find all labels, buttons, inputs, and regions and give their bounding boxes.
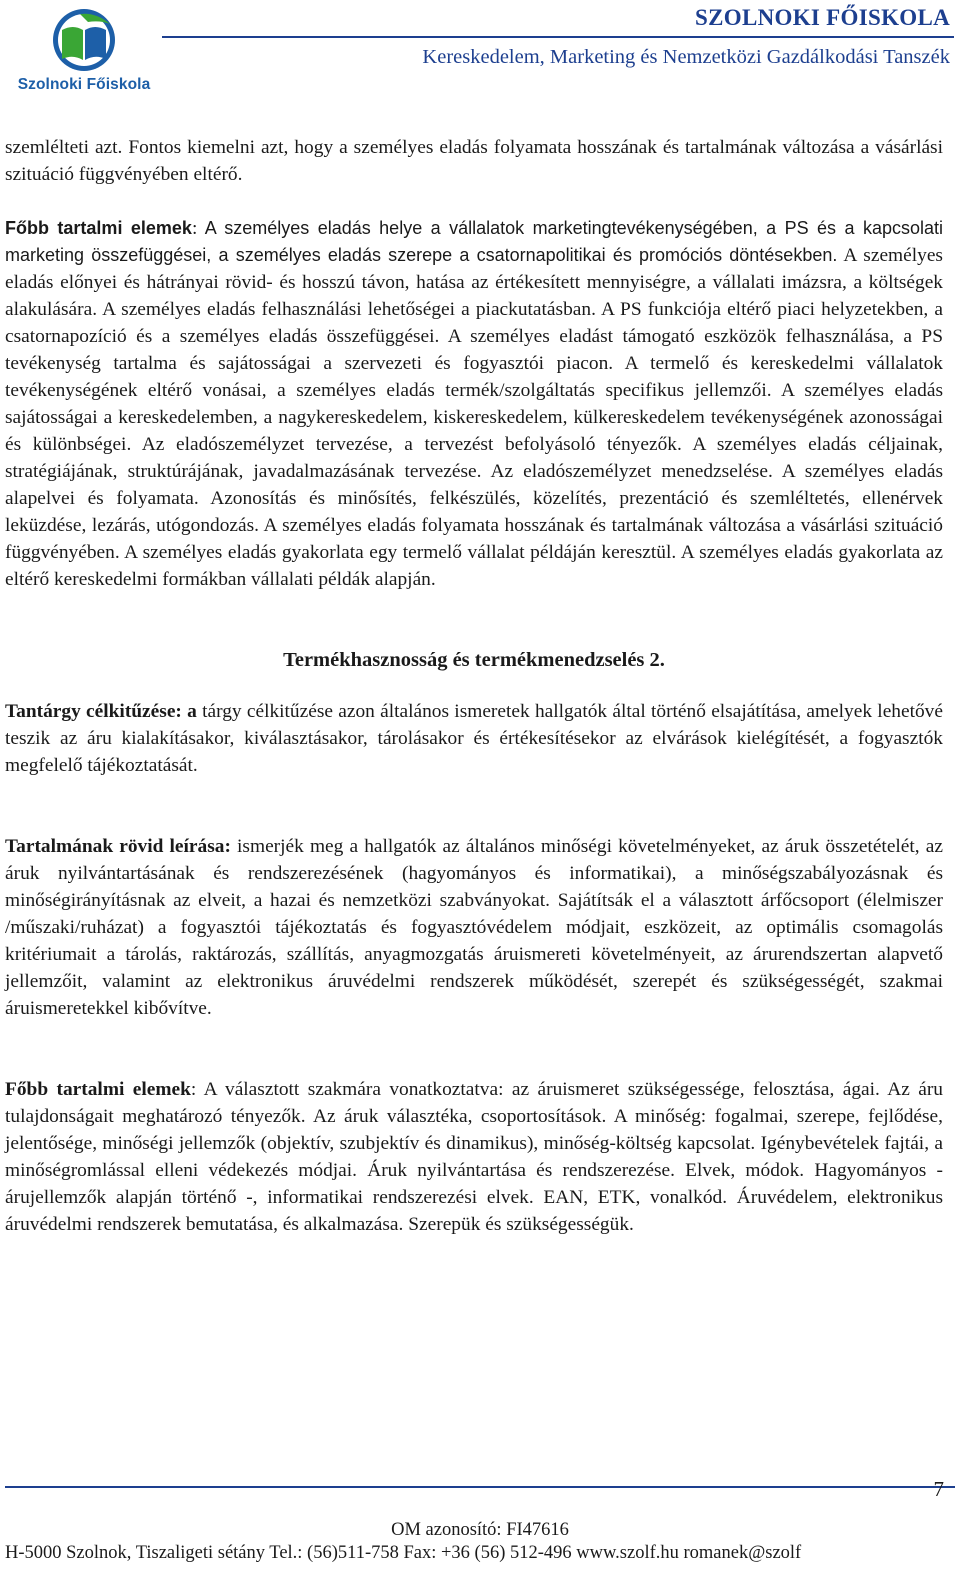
paragraph-main-elements-1 bbox=[5, 215, 943, 593]
course-title: Termékhasznosság és termékmenedzselés 2. bbox=[283, 649, 665, 671]
section-label: Főbb tartalmi elemek bbox=[5, 1079, 191, 1100]
footer-divider bbox=[5, 1486, 955, 1488]
paragraph-summary bbox=[5, 833, 943, 1022]
logo-text: Szolnoki Főiskola bbox=[17, 76, 151, 93]
paragraph-main-elements-2 bbox=[5, 1076, 943, 1238]
paragraph-continuation bbox=[5, 134, 943, 188]
section-label: Tartalmának rövid leírása: bbox=[5, 836, 231, 857]
paragraph-text: ismerjék meg a hallgatók az általános minőségi követelményeket, az áruk összetételét, az áruk nyilvántartásának és rendszerezésének (hagyományos és informatikai), a minőségszabályozásnak és minőségirányításnak az elveit, a hazai és nemzetközi szabványokat. Sajátítsák el a választott árfőcsoport (élelmiszer /műszaki/ruházat) a fogyasztói tájékoztatás és fogyasztóvédelem módjait, eszközeit, az optimális csomagolás kritériumait a tárolás, raktározás, szállítás, anyagmozgatás áruismereti követelményeit, az árurendszertan alapvető jellemzőit, valamint az elektronikus áruvédelmi rendszerek működését, szerepét és szükségességét, szakmai áruismeretekkel kibővítve. bbox=[5, 836, 943, 1019]
paragraph-text: tárgy célkitűzése azon általános ismeretek hallgatók által történő elsajátítása, amelyek lehetővé teszik az áru kialakításakor, kiválasztásakor, tárolásakor és értékesítésekor az elvárások kielégítését, a fogyasztók megfelelő tájékoztatását. bbox=[5, 701, 943, 776]
page-header bbox=[0, 0, 960, 100]
page-number: 7 bbox=[933, 1477, 944, 1501]
section-label: Tantárgy célkitűzése: a bbox=[5, 701, 197, 722]
section-label: Főbb tartalmi elemek bbox=[5, 218, 192, 238]
document-body bbox=[5, 134, 943, 1238]
header-divider bbox=[162, 36, 954, 38]
paragraph-text: A személyes eladás előnyei és hátrányai rövid- és hosszú távon, hatása az értékesített mennyiségre, a vállalati imázsra, a költségek alakulására. A személyes eladás felhasználási lehetőségei a piackutatásban. A PS funkciója eltérő piaci helyzetekben, a csatornapozíció és a személyes eladás összefüggései. A személyes eladást támogató eszközök felhasználása, a PS tevékenység tartalma és sajátosságai a szervezeti és fogyasztói piacon. A termelő és kereskedelmi vállalatok tevékenységének eltérő vonásai, a személyes eladás termék/szolgáltatás specifikus jellemzői. A személyes eladás sajátosságai a kereskedelemben, a nagykereskedelem, kiskereskedelem, külkereskedelem tevékenységének azonosságai és különbségei. Az eladószemélyzet tervezése, a tervezést befolyásoló tényezők. A személyes eladás céljainak, stratégiájának, struktúrájának, javadalmazásának tervezése. Az eladószemélyzet menedzselése. A személyes eladás alapelvei és folyamata. Azonosítás és minősítés, felkészülés, közelítés, prezentáció és szemléltetés, ellenérvek leküzdése, lezárás, utógondozás. A személyes eladás folyamata hosszának és tartalmának változása a vásárlási szituáció függvényében. A személyes eladás gyakorlata egy termelő vállalat példáján keresztül. A személyes eladás gyakorlata az eltérő kereskedelmi formákban vállalati példák alapján. bbox=[5, 245, 943, 590]
paragraph-text: szemlélteti azt. Fontos kiemelni azt, hogy a személyes eladás folyamata hosszának és tartalmának változása a vásárlási szituáció függvényében eltérő. bbox=[5, 137, 943, 185]
paragraph-text: A választott szakmára vonatkoztatva: az áruismeret szükségessége, felosztása, ágai. Az áru tulajdonságait meghatározó tényezők. Az áruk választéka, csoportosítások. A minőség: fogalmai, szerepe, fejlődése, jelentősége, minőségi jellemzők (objektív, szubjektív és dinamikus), minőség-költség kapcsolat. Igénybevételek fajtái, a minőségromlással elleni védekezés módjai. Áruk nyilvántartása és rendszerezése. Elvek, módok. Hagyományos - árujellemzők alapján történő -, informatikai rendszerezési elvek. EAN, ETK, vonalkód. Áruvédelem, elektronikus áruvédelmi rendszerek bemutatása, és alkalmazása. Szerepük és szükségességük. bbox=[5, 1079, 943, 1235]
paragraph-sans-text: A személyes eladás helye a vállalatok marketingtevékenységében, a PS és a kapcsolati marketing összefüggései, a személyes eladás szerepe a csatornapolitikai és promóciós döntésekben. bbox=[5, 218, 943, 265]
book-emblem-icon bbox=[40, 8, 128, 74]
school-name: SZOLNOKI FŐISKOLA bbox=[695, 5, 950, 30]
footer-address: H-5000 Szolnok, Tiszaligeti sétány Tel.: (56)511-758 Fax: +36 (56) 512-496 www.szolf.hu romanek@szolf bbox=[5, 1543, 802, 1563]
label-colon: : bbox=[190, 1079, 197, 1100]
paragraph-objective bbox=[5, 698, 943, 779]
label-colon: : bbox=[191, 218, 198, 239]
school-logo bbox=[14, 8, 149, 96]
om-identifier: OM azonosító: FI47616 bbox=[391, 1520, 569, 1540]
department-name: Kereskedelem, Marketing és Nemzetközi Gazdálkodási Tanszék bbox=[422, 46, 950, 68]
